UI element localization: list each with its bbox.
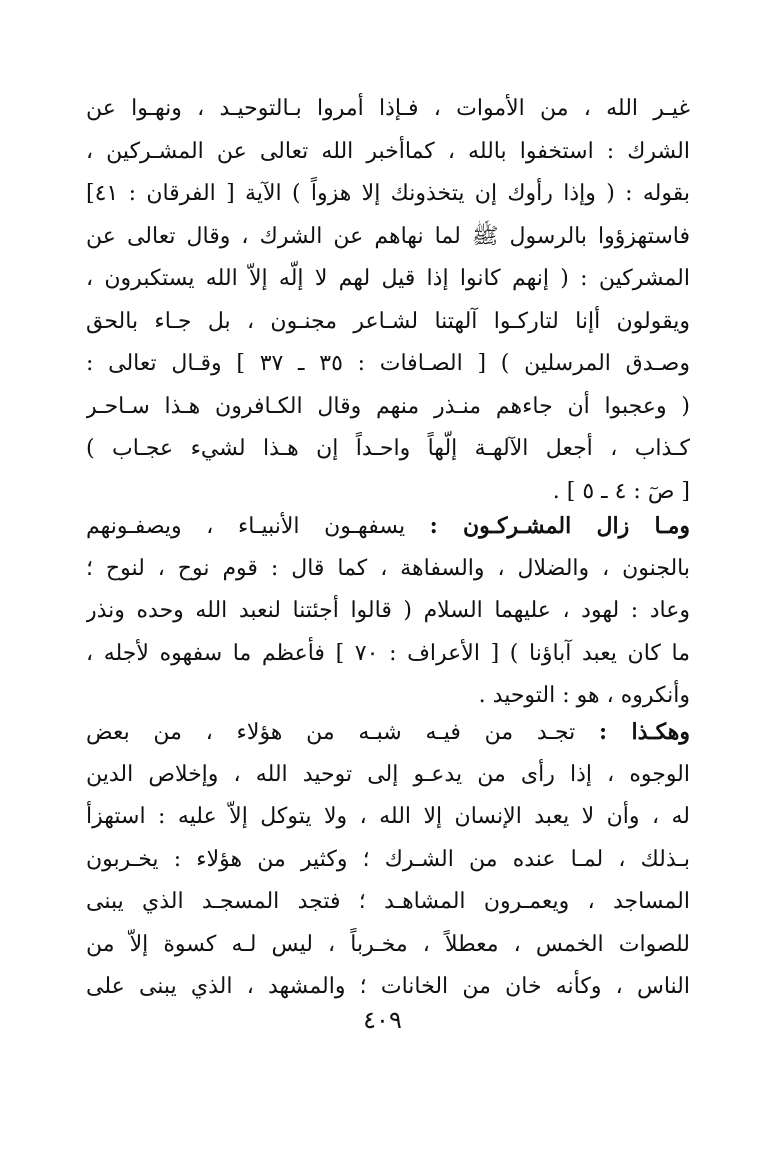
text-line: [ صٓ : ٤ ـ ٥ ] .	[552, 478, 690, 504]
text-line: ( وعجبوا أن جاءهم منـذر منهم وقال الكـافرون هـذا سـاحـر	[86, 393, 690, 419]
text-line: وصـدق المرسلين ) [ الصـافات : ٣٥ ـ ٣٧ ] وقـال تعالى :	[86, 351, 690, 376]
text-line-rest: تجـد من فيـه شبـه من هؤلاء ، من بعض	[86, 720, 599, 745]
paragraph-lead-heading: وهكـذا :	[598, 719, 690, 745]
text-line: ما كان يعبد آباؤنا ) [ الأعراف : ٧٠ ] فأعظم ما سفهوه لأجله ،	[86, 640, 690, 666]
text-line: وعاد : لهود ، عليهما السلام ( قالوا أجئتنا لنعبد الله وحده ونذر	[86, 598, 690, 623]
paragraph-lead-heading: ومـا زال المشـركـون :	[429, 513, 690, 539]
paragraph-1	[86, 88, 690, 513]
text-line: الناس ، وكأنه خان من الخانات ؛ والمشهد ، الذي يبنى على	[86, 974, 690, 999]
text-line: الوجوه ، إذا رأى من يدعـو إلى توحيد الله ، وإخلاص الدين	[86, 761, 690, 787]
text-line-rest: يسفهـون الأنبيـاء ، ويصفـونهم	[86, 514, 430, 539]
text-line: بقوله : ( وإذا رأوك إن يتخذونك إلا هزواً ) الآية [ الفرقان : ٤١]	[86, 181, 690, 206]
text-line: فاستهزؤوا بالرسول ﷺ لما نهاهم عن الشرك ، وقال تعالى عن	[86, 223, 690, 249]
text-line: ويقولون أإنا لتاركـوا آلهتنا لشـاعر مجنـون ، بل جـاء بالحق	[86, 308, 690, 334]
text-line: المساجد ، ويعمـرون المشاهـد ؛ فتجد المسجـد الذي يبنى	[86, 889, 690, 914]
text-line: كـذاب ، أجعل الآلهـة إلّهاً واحـداً إن هـذا لشيء عجـاب )	[86, 436, 690, 461]
text-line: الشرك : استخفوا بالله ، كماأخبر الله تعالى عن المشـركين ،	[86, 138, 690, 164]
paragraph-2	[86, 505, 690, 718]
text-line-first	[86, 711, 690, 754]
text-line: وأنكروه ، هو : التوحيد .	[478, 683, 690, 708]
text-line: المشركين : ( إنهم كانوا إذا قيل لهم لا إلّه إلاّ الله يستكبرون ،	[86, 266, 690, 291]
text-line: غيـر الله ، من الأموات ، فـإذا أمروا بـالتوحيـد ، ونهـوا عن	[86, 96, 690, 121]
text-line: له ، وأن لا يعبد الإنسان إلا الله ، ولا يتوكل إلاّ عليه : استهزأ	[86, 804, 690, 829]
page-number: ٤٠٩	[363, 1006, 402, 1034]
text-line-first	[86, 505, 690, 548]
text-line: للصوات الخمس ، معطلاً ، مخـرباً ، ليس لـه كسوة إلاّ من	[86, 931, 690, 957]
text-line: بـذلك ، لمـا عنده من الشـرك ؛ وكثير من هؤلاء : يخـربون	[86, 846, 690, 872]
paragraph-3	[86, 711, 690, 1009]
text-line: بالجنون ، والضلال ، والسفاهة ، كما قال : قوم نوح ، لنوح ؛	[86, 555, 690, 581]
